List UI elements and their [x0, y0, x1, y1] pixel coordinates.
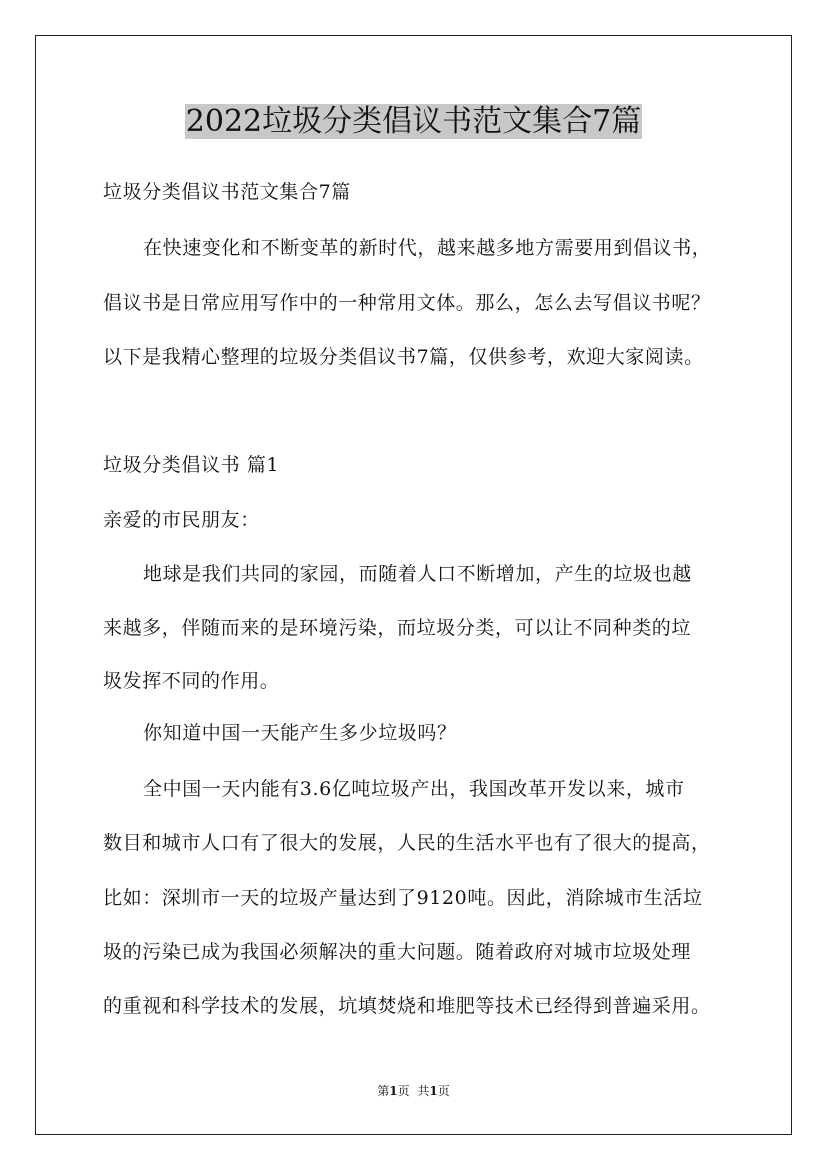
page-footer [0, 1083, 827, 1099]
document-title [0, 100, 827, 144]
paragraph1-line-2: 来越多，伴随而来的是环境污染，而垃圾分类，可以让不同种类的垃 [103, 617, 692, 639]
intro-line-2: 倡议书是日常应用写作中的一种常用文体。那么，怎么去写倡议书呢？ [103, 292, 711, 314]
paragraph2-line-1: 全中国一天内能有3.6亿吨垃圾产出，我国改革开发以来，城市 [143, 778, 685, 800]
paragraph1-line-1: 地球是我们共同的家园，而随着人口不断增加，产生的垃圾也越 [143, 563, 692, 585]
footer-page-current: 1 [389, 1084, 398, 1098]
paragraph2-line-5: 的重视和科学技术的发展，坑填焚烧和堆肥等技术已经得到普遍采用。 [103, 995, 711, 1017]
paragraph1-line-3: 圾发挥不同的作用。 [103, 670, 280, 692]
paragraph2-line-3: 比如：深圳市一天的垃圾产量达到了9120吨。因此，消除城市生活垃 [103, 887, 703, 909]
document-subtitle: 垃圾分类倡议书范文集合7篇 [103, 181, 351, 203]
intro-line-1: 在快速变化和不断变革的新时代，越来越多地方需要用到倡议书， [143, 237, 712, 259]
footer-page-unit: 页 [397, 1084, 410, 1098]
section-heading: 垃圾分类倡议书 篇1 [103, 454, 280, 476]
paragraph2-line-2: 数目和城市人口有了很大的发展，人民的生活水平也有了很大的提高， [103, 832, 711, 854]
footer-page-total: 1 [429, 1084, 438, 1098]
footer-total-unit: 页 [437, 1084, 450, 1098]
question-line: 你知道中国一天能产生多少垃圾吗？ [143, 722, 457, 744]
document-title-text: 2022垃圾分类倡议书范文集合7篇 [185, 104, 642, 139]
footer-total-prefix: 共 [417, 1084, 430, 1098]
intro-line-3: 以下是我精心整理的垃圾分类倡议书7篇，仅供参考，欢迎大家阅读。 [103, 346, 704, 368]
footer-page-prefix: 第 [377, 1084, 390, 1098]
salutation: 亲爱的市民朋友： [103, 509, 260, 531]
paragraph2-line-4: 圾的污染已成为我国必须解决的重大问题。随着政府对城市垃圾处理 [103, 941, 692, 963]
